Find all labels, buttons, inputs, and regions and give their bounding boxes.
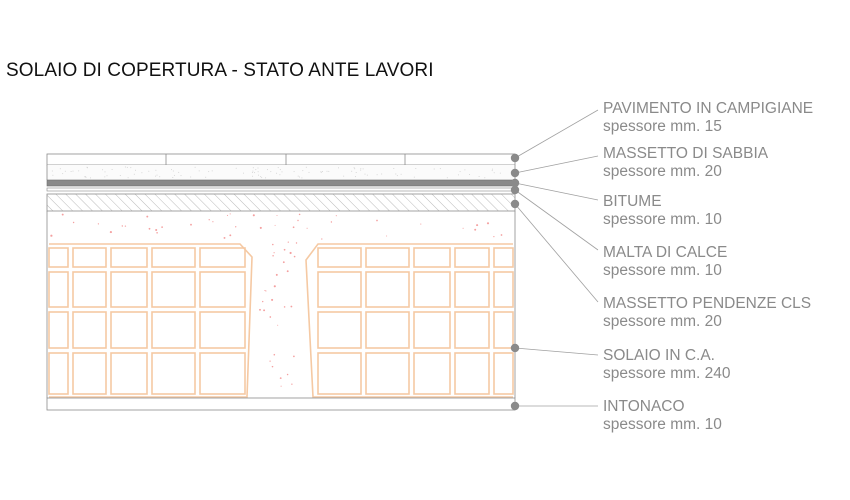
- label-intonaco: INTONACO spessore mm. 10: [603, 398, 722, 433]
- label-massetto-pendenze: MASSETTO PENDENZE CLS spessore mm. 20: [603, 295, 812, 330]
- label-solaio: SOLAIO IN C.A. spessore mm. 240: [603, 347, 731, 382]
- layer-malta-calce: [47, 188, 515, 191]
- layer-massetto-pendenze: [47, 194, 515, 211]
- leader-lines: [511, 110, 598, 410]
- layer-intonaco: [47, 398, 515, 410]
- label-massetto-sabbia: MASSETTO DI SABBIA spessore mm. 20: [603, 145, 769, 180]
- concrete-speckles: [50, 213, 502, 386]
- layer-pavimento: [47, 154, 515, 165]
- label-malta-calce: MALTA DI CALCE spessore mm. 10: [603, 244, 728, 279]
- drawing-title: SOLAIO DI COPERTURA - STATO ANTE LAVORI: [6, 60, 434, 81]
- hollow-blocks: [49, 244, 513, 397]
- layer-massetto-sabbia: [47, 165, 515, 180]
- layer-solaio: [47, 211, 515, 398]
- label-bitume: BITUME spessore mm. 10: [603, 193, 722, 228]
- label-pavimento: PAVIMENTO IN CAMPIGIANE spessore mm. 15: [603, 100, 814, 135]
- layer-bitume: [47, 180, 515, 186]
